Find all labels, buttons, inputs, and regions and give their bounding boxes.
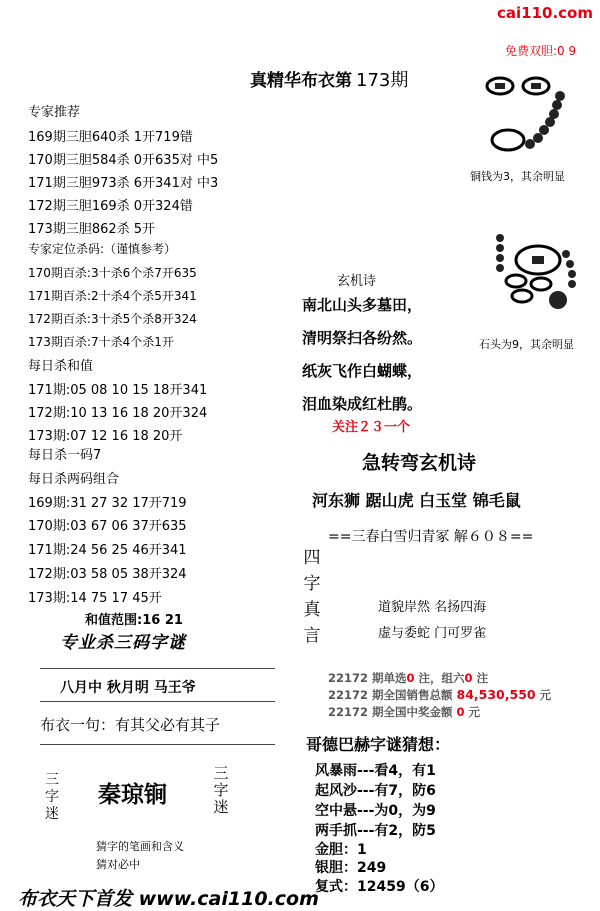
brain-teaser-solution: ==三春白雪归青冢 解６０８==: [328, 529, 534, 545]
combination-pick: 复式：12459（6）: [315, 879, 444, 895]
expert-line: 173期三胆862杀 5开: [28, 222, 156, 237]
truth-line: 道貌岸然 名扬四海: [378, 600, 487, 615]
coin-caption-2: 石头为9，其余明显: [479, 338, 574, 351]
riddle-hint: 猜字的笔画和含义: [96, 840, 184, 853]
stat-label: 22172 期单选: [328, 671, 407, 685]
goldbach-title: 哥德巴赫字谜猜想：: [306, 735, 451, 754]
expert-line: 171期三胆973杀 6开341对 中3: [28, 176, 219, 191]
footer-publisher: 布衣天下首发 www.cai110.com: [18, 888, 319, 910]
sum-range: 和值范围:16 21: [85, 613, 183, 628]
position-line: 172期百杀:3十杀5个杀8开324: [28, 312, 197, 326]
focus-numbers: 关注２３一个: [332, 420, 411, 435]
position-line: 173期百杀:7十杀4个杀1开: [28, 335, 174, 349]
page-title: [250, 66, 408, 92]
stat-label: 22172 期全国销售总额: [328, 688, 457, 702]
gold-pick: 金胆：1: [315, 842, 367, 858]
kill-one-code: 每日杀一码7: [28, 448, 102, 463]
coin-pictogram-1: [478, 70, 588, 170]
expert-line: 170期三胆584杀 0开635对 中5: [28, 153, 219, 168]
stat-value: 84,530,550: [456, 687, 536, 702]
poem-title: 玄机诗: [337, 274, 377, 289]
goldbach-line: 起风沙---有7，防6: [315, 783, 436, 799]
stat-text: 注: [472, 671, 489, 685]
four-char-truth-label: 四字真言: [303, 548, 321, 646]
position-line: 170期百杀:3十杀6个杀7开635: [28, 266, 197, 280]
sum-line: 172期:10 13 16 18 20开324: [28, 406, 208, 421]
three-char-tag-right: 三字迷: [213, 764, 229, 816]
brain-teaser-title: 急转弯玄机诗: [362, 452, 477, 474]
pair-line: 173期:14 75 17 45开: [28, 591, 162, 606]
expert-line: 172期三胆169杀 0开324错: [28, 199, 193, 214]
stat-label: 22172 期全国中奖金额: [328, 705, 457, 719]
riddle-hint: 猜对必中: [96, 858, 140, 871]
goldbach-line: 风暴雨---看4，有1: [315, 763, 436, 779]
divider: [40, 744, 275, 745]
position-heading: 专家定位杀码:（谨慎参考）: [28, 242, 177, 256]
poem-line: 纸灰飞作白蝴蝶，: [302, 362, 423, 380]
pair-line: 169期:31 27 32 17开719: [28, 496, 187, 511]
brain-teaser-animals: 河东狮 踞山虎 白玉堂 锦毛鼠: [312, 491, 521, 510]
goldbach-line: 空中悬---为0，为9: [315, 803, 436, 819]
poem-line: 泪血染成红杜鹃。: [302, 395, 423, 413]
poem-line: 南北山头多墓田，: [302, 296, 423, 314]
divider: [40, 668, 275, 669]
coin-caption-1: 铜钱为3，其余明显: [470, 170, 565, 183]
sum-line: 171期:05 08 10 15 18开341: [28, 383, 208, 398]
stat-text: 元: [464, 705, 481, 719]
expert-line: 169期三胆640杀 1开719错: [28, 130, 193, 145]
three-char-tag-left: 三字迷: [45, 772, 59, 822]
sum-heading: 每日杀和值: [28, 359, 94, 374]
divider: [40, 701, 275, 702]
three-code-riddle-heading: 专业杀三码字谜: [60, 633, 186, 653]
silver-pick: 银胆：249: [315, 860, 387, 876]
goldbach-line: 两手抓---有2，防5: [315, 823, 436, 839]
stat-value: 0: [406, 671, 415, 685]
riddle-verse: 八月中 秋月明 马王爷: [60, 680, 196, 696]
pair-line: 172期:03 58 05 38开324: [28, 567, 187, 582]
stat-prize: [328, 704, 480, 720]
coin-pictogram-2: [486, 226, 586, 336]
pair-line: 170期:03 67 06 37开635: [28, 519, 187, 534]
pair-heading: 每日杀两码组合: [28, 472, 120, 487]
poem-line: 清明祭扫各纷然。: [302, 329, 423, 347]
riddle-name: 秦琼锏: [98, 782, 167, 808]
position-line: 171期百杀:2十杀4个杀5开341: [28, 289, 197, 303]
stat-text: 注，组六: [414, 671, 465, 685]
stat-value: 0: [456, 705, 465, 719]
buyi-saying: 布衣一句：有其父必有其子: [40, 716, 221, 734]
stat-text: 元: [535, 688, 552, 702]
sum-line: 173期:07 12 16 18 20开: [28, 429, 183, 444]
stat-sales: [328, 687, 551, 703]
stat-single: [328, 670, 488, 686]
truth-line: 虚与委蛇 门可罗雀: [378, 626, 487, 641]
free-double-pick: 免费双胆:0 9: [505, 44, 577, 58]
stat-value: 0: [464, 671, 473, 685]
pair-line: 171期:24 56 25 46开341: [28, 543, 187, 558]
title-prefix: 真精华布衣第: [250, 71, 352, 91]
issue-number: 173期: [356, 70, 409, 91]
site-logo: cai110.com: [497, 4, 593, 22]
expert-heading: 专家推荐: [28, 105, 81, 120]
